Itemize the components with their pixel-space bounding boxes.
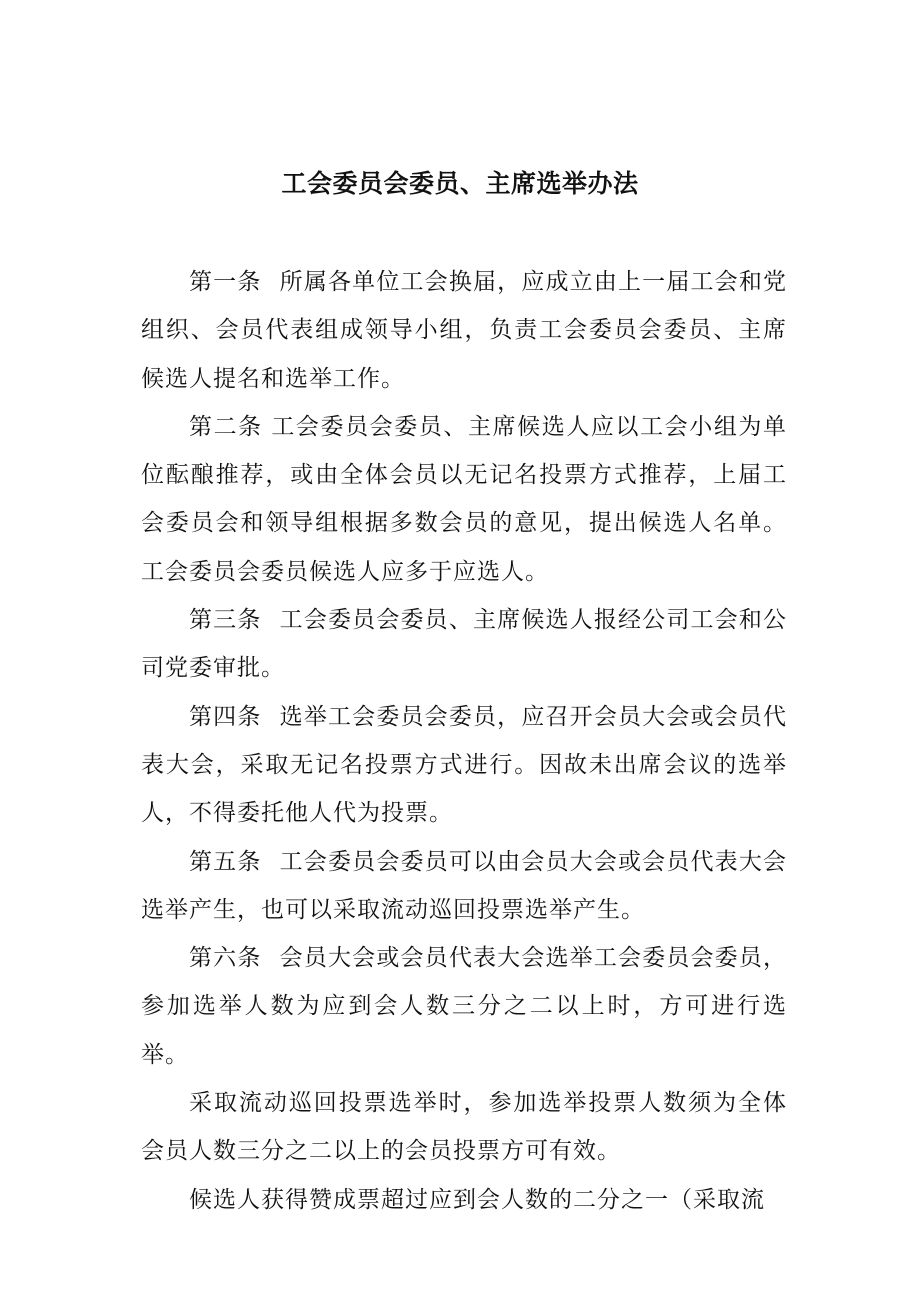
article-text: 会员大会或会员代表大会选举工会委员会委员，参加选举人数为应到会人数三分之二以上时，方可进行选举。 [141,945,788,1068]
article-1 [141,258,787,403]
paragraph [141,1176,787,1224]
article-number: 第四条 [189,703,262,730]
article-number: 第三条 [189,607,262,634]
paragraph-text: 候选人获得赞成票超过应到会人数的二分之一（采取流 [189,1186,765,1213]
article-number: 第二条 [189,413,263,440]
article-text: 工会委员会委员、主席候选人报经公司工会和公司党委审批。 [141,607,788,682]
article-5 [141,838,787,935]
article-number: 第一条 [189,269,262,295]
document-body [141,258,787,1224]
article-6 [141,934,787,1079]
article-4 [141,693,787,838]
article-text: 所属各单位工会换届，应成立由上一届工会和党组织、会员代表组成领导小组，负责工会委员会委员、主席候选人提名和选举工作。 [141,269,788,392]
paragraph-text: 采取流动巡回投票选举时，参加选举投票人数须为全体会员人数三分之二以上的会员投票方可有效。 [141,1090,787,1165]
article-number: 第六条 [189,945,262,972]
article-number: 第五条 [189,848,262,875]
paragraph [141,1079,787,1176]
article-3 [141,596,787,693]
article-text: 选举工会委员会委员，应召开会员大会或会员代表大会，采取无记名投票方式进行。因故未出席会议的选举人，不得委托他人代为投票。 [141,703,788,827]
article-2 [141,403,787,596]
article-text: 工会委员会委员可以由会员大会或会员代表大会选举产生，也可以采取流动巡回投票选举产生。 [141,848,788,923]
document-title: 工会委员会委员、主席选举办法 [281,169,639,198]
article-text: 工会委员会委员、主席候选人应以工会小组为单位酝酿推荐，或由全体会员以无记名投票方式推荐，上届工会委员会和领导组根据多数会员的意见，提出候选人名单。工会委员会委员候选人应多于应选人。 [141,413,787,585]
